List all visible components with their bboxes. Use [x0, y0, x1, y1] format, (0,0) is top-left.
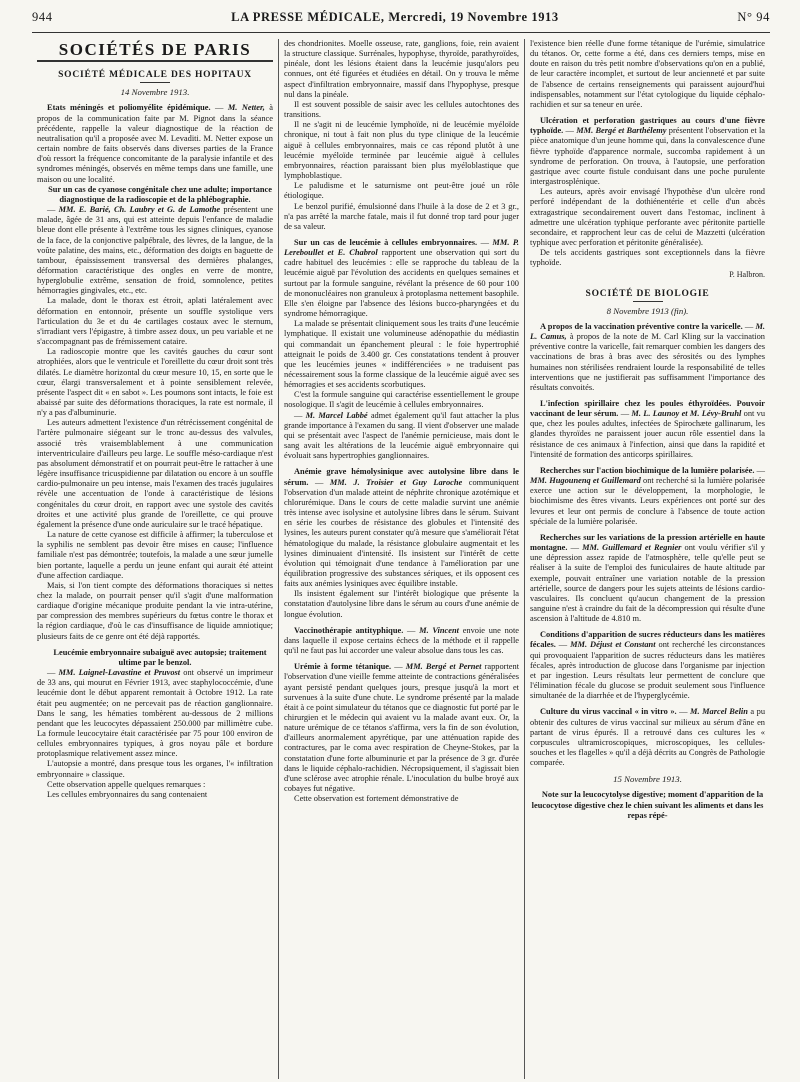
article-paragraph: Vaccinothérapie antityphique. — M. Vincent envoie une note dans laquelle il expose certains échecs de la méthode et il rappelle qu'il ne faut pas lui accorder une valeur absolue dans tous les cas.	[284, 625, 519, 656]
issue-number: N° 94	[737, 10, 770, 24]
column-3	[524, 39, 770, 1079]
article-paragraph: Les cellules embryonnaires du sang contenaient	[47, 789, 208, 799]
article-paragraph: Les auteurs admettent l'existence d'un rétrécissement congénital de l'artère pulmonaire siégeant sur le tronc au-dessus des valvules, associé très vraisemblablement à une communication interventriculaire d'ailleurs peu large. Le souffle méso-cardiaque n'est pas absolument démonstratif et on pourrait peut-être le rattacher à une légère insuffisance tricuspidienne par dilatation ou encore à un souffle cardio-pulmonaire un peu intense, mais l'examen des tracés jugulaires révèle une accentuation de l'onde à caractéristique de lésions congénitales du cœur droit, en rapport avec une systole des cavités droites et une activité plus grande de l'oreillette, ce qui prouve également la présence d'une onde auriculaire sur le tracé hépatique.	[37, 418, 273, 529]
session-date: 14 Novembre 1913.	[120, 87, 190, 98]
society-heading: SOCIÉTÉ MÉDICALE DES HOPITAUX	[58, 70, 252, 81]
article-paragraph: Mais, si l'on tient compte des déformations thoraciques si nettes chez la malade, on pourrait penser qu'il s'agit d'une malformation cardiaque d'origine mécanique produite pendant la vie intra-utérine, par compression des membres supérieurs du fœtus contre le thorax et la région cardiaque, d'où le cas d'insuffisance de liquide amniotique; plusieurs faits de ce genre ont été déjà rapportés.	[37, 580, 273, 641]
article-paragraph: des chondrionites. Moelle osseuse, rate, ganglions, foie, rein avaient la structure classique. Surrénales, hypophyse, thyroïde, parathyroïdes, pinéale, dont les lésions étaient dans la leucémie jusqu'alors peu connues, ont été figurées et étudiées en détail. On y trouva le même aspect d'infiltration embryonnaire, massif dans l'hypophyse, presque nul dans la pinéale.	[284, 39, 519, 99]
article-title: Leucémie embryonnaire subaiguë avec autopsie; traitement ultime par le benzol.	[53, 647, 267, 667]
article-title: Sur un cas de cyanose congénitale chez une adulte; importance diagnostique de la radioscopie et de la phlébographie.	[48, 184, 272, 204]
article-paragraph: La nature de cette cyanose est difficile à affirmer; la tuberculose et la syphilis ne semblent pas devoir être mises en cause; l'influence familiale n'est pas démontrée; toutefois, la malade a une sœur jumelle bien portante, laquelle a perdu un jeune enfant qui aurait été atteint d'une affection cardiaque.	[37, 530, 273, 580]
article-paragraph: — MM. Laignel-Lavastine et Pruvost ont observé un imprimeur de 33 ans, qui mourut en Février 1913, avec staphylococcémie, d'une leucémie dont le début apparent remontait à Octobre 1912. La rate était peu augmentée; on ne percevait pas de réaction ganglionnaire. Dans le sang, les hématies tombèrent au-dessous de 2 millions pendant que les leucocytes dépassaient 250.000 par millimètre cube. La formule leucocytaire était caractérisée par 75 pour 100 environ de cellules embryonnaires typiques, à gros noyau pâle et bordure protoplasmique relativement assez mince.	[37, 668, 274, 759]
column-1	[32, 39, 278, 1079]
journal-title: LA PRESSE MÉDICALE, Mercredi, 19 Novembre 1913	[231, 10, 559, 24]
page-header	[32, 10, 770, 33]
article-paragraph: A propos de la vaccination préventive contre la varicelle. — M. L. Camus, à propos de la note de M. Carl Kling sur la vaccination préventive contre la varicelle, fait remarquer combien les dangers des vaccinations de bras à bras avec des sérosités ou des lymphes humaines non stérilisées rendraient lourde la responsabilité de telles interventions que ne justifierait pas suffisamment l'importance des résultats convoités.	[530, 321, 766, 392]
article-title: Note sur la leucocytolyse digestive; moment d'apparition de la leucocytose digestive chez le chien suivant les aliments et dans les repas répé-	[531, 790, 764, 820]
article-paragraph: La malade, dont le thorax est étroit, aplati latéralement avec déformation en entonnoir, présente un souffle systolique vers l'articulation du 3e et du 4e cartilages costaux avec le sternum, s'irradiant vers l'épigastre, à timbre assez doux, un peu variable et ne s'accompagnant pas de frémissement cataire.	[37, 296, 273, 347]
article-paragraph: Cette observation appelle quelques remarques :	[47, 779, 206, 789]
session-date: 8 Novembre 1913 (fin).	[606, 305, 689, 316]
session-date: 15 Novembre 1913.	[613, 774, 682, 785]
article-paragraph: Il est souvent possible de saisir avec les cellules autochtones des transitions.	[284, 99, 519, 120]
article-paragraph: Il ne s'agit ni de leucémie lymphoïde, ni de leucémie myéloïde chronique, ni tout à fait non plus du type clinique de la leucémie aiguë à cellules embryonnaires, mais ce cas répond plutôt à une leucémie myéloïde terminée par leucémie aiguë à cellules embryonnaires, réaction paraissant bien plus myéloblastique que lymphoblastique.	[284, 120, 519, 181]
article-paragraph: l'existence bien réelle d'une forme tétanique de l'urémie, simulatrice du tétanos. Or, cette forme a été, dans ces derniers temps, mise en doute en raison du très petit nombre d'observations qu'on en a publié, de leur caractère incomplet, et surtout de leur ancienneté et par suite de l'absence de certains renseignements qui paraissent aujourd'hui indispensables, notamment sur l'état cytologique du liquide céphalo-rachidien et sur sa teneur en urée.	[530, 39, 765, 109]
society-heading: SOCIÉTÉ DE BIOLOGIE	[585, 288, 710, 299]
article-paragraph: La radioscopie montre que les cavités gauches du cœur sont atrophiées, alors que le ventricule et l'oreillette du cœur droit sont très dilatés. Le diamètre horizontal du cœur mesure 10, 15, en sorte que le cœur, élargi transversalement et à pointe sensiblement relevée, présente l'aspect dit « en sabot ». Les poumons sont intacts, le foie est abaissé par suite des déformations thoraciques, la rate est normale, il n'y a pas d'albuminurie.	[37, 347, 273, 418]
article-paragraph: Anémie grave hémolysinique avec autolysine libre dans le sérum. — MM. J. Troisier et Guy Laroche communiquent l'observation d'un malade atteint de néphrite chronique azotémique et chlorurémique. Dans le cours de cette maladie survint une anémie très intense avec isolysine et autolysine libres dans le sérum. Suivant en série les courbes de résistance des globules et l'intensité des lysines, les auteurs purent constater qu'à mesure que s'améliorait l'état hématologique du malade, la résistance globulaire augmentait et les lysines diminuaient d'intensité. Ils insistent sur l'intérêt de cette évolution qui témoignait d'une tendance à l'amélioration par une équilibration progressive des substances sériques, et ils opposent ces faits aux anémies lysiniques avec équilibre instable.	[284, 467, 520, 589]
article-paragraph: L'autopsie a montré, dans presque tous les organes, l'« infiltration embryonnaire » classique.	[37, 759, 273, 779]
article-paragraph: Etats méningés et poliomyélite épidémique. — M. Netter, à propos de la communication faite par M. Pignot dans la séance précédente, rappelle la valeur diagnostique de la réaction de neutralisation qu'il a proposée avec M. Levaditi. M. Netter expose un certain nombre de faits observés dans diverses parties de la France d'où ressort la fréquence concomitante de la paralysie infantile et des syndromes méningés, observés en même temps dans une famille, une maison ou une localité.	[37, 103, 274, 184]
article-paragraph: De tels accidents gastriques sont exceptionnels dans la fièvre typhoïde.	[530, 248, 765, 268]
article-paragraph: — M. Marcel Labbé admet également qu'il faut attacher la plus grande importance à l'examen du sang. Il vient d'observer une malade qui se présentait avec l'aspect de l'anémie pernicieuse, mais dont le sang avait les altérations de la leucémie aiguë embryonnaire qui évoluait sans hypertrophies ganglionnaires.	[284, 410, 520, 461]
article-paragraph: Les auteurs, après avoir envisagé l'hypothèse d'un ulcère rond perforé indépendant de la dothiénentérie et celle d'un abcès extragastrique secondairement ouvert dans l'estomac, inclinent à admettre une ulcération typhique perforante avec péritonite partielle secondaire, et rapprochent leur cas de celui de Mazzetti (ulcération typhique avec perforation et péritonite généralisée).	[530, 187, 765, 247]
article-paragraph: Recherches sur les variations de la pression artérielle en haute montagne. — MM. Guillemard et Regnier ont voulu vérifier s'il y une dépression assez rapide de l'atmosphère, telle qu'elle peut se réaliser à la suite de l'emploi des funiculaires de haute altitude par exemple, pouvait entraîner une variation notable de la pression artérielle, source de dangers pour les sujets atteints de lésions cardio-vasculaires. Ils concluent qu'aucun changement de la pression sanguine n'est à craindre du fait de la décompression qui résulte d'une ascension à l'altitude de 4.810 m.	[530, 532, 765, 624]
article-paragraph: Recherches sur l'action biochimique de la lumière polarisée. — MM. Hugounenq et Guillemard ont recherché si la lumière polarisée exerce une action sur le développement, la morphologie, le biochimisme des êtres vivants. Leurs expériences ont porté sur des levures et leur ont permis de conclure à l'absence de toute action spéciale de la lumière polarisée.	[530, 465, 766, 526]
article-paragraph: La malade se présentait cliniquement sous les traits d'une leucémie lymphatique. Il existait une volumineuse adénopathie du médiastin qui commandait un épanchement pleural : le foie hypertrophié atteignait le poids de 3.400 gr. Ces constatations tendent à prouver que les leucémies jeunes « indifférenciées » ne traduisent pas nécessairement sous la forme classique de la leucémie aiguë avec ses hémorragies et ses accidents scorbutiques.	[284, 319, 519, 390]
column-2	[278, 39, 524, 1079]
article-paragraph: Sur un cas de leucémie à cellules embryonnaires. — MM. P. Lereboullet et E. Chabrol rapportent une observation qui sort du cadre habituel des leucémies : elle se rapproche du tableau de la leucémie aiguë par l'évolution des accidents en quelques semaines et surtout par la formule sanguine, révélant la présence de 60 pour 100 de mononucléaires non granuleux à protoplasma nettement basophile. Elle s'en éloigne par l'absence des lésions bucco-pharyngées et du syndrome hémorragique.	[284, 237, 520, 319]
divider	[140, 82, 170, 83]
section-banner: SOCIÉTÉS DE PARIS	[37, 39, 273, 62]
article-paragraph: Ils insistent également sur l'intérêt biologique que présente la constatation d'autolysine libre dans le sérum au cours d'une anémie de longue évolution.	[284, 589, 519, 619]
signature: P. Halbron.	[729, 270, 765, 280]
article-paragraph: Culture du virus vaccinal « in vitro ». — M. Marcel Belin a pu obtenir des cultures de virus vaccinal sur milieux au sérum d'âne en partant de virus épurés. Il a retrouvé dans ces cultures les « corpuscules ultramicroscopiques, microscopiques, les cellules-souches et les flagelles » qu'il a déjà décrits au Congrès de Pathologie comparée.	[530, 707, 766, 768]
article-paragraph: Urémie à forme tétanique. — MM. Bergé et Pernet rapportent l'observation d'une vieille femme atteinte de contractions généralisées ayant persisté pendant quelques jours, presque jusqu'à la mort et survenues à la suite d'une chute. Le syndrome présenté par la malade était à ce point simulateur du tétanos que ce diagnostic fut porté par le chirurgien et le médecin qui avaient vu la malade avant eux. Or, la nature urémique de ce tétanos s'affirma, vers la fin de son évolution, d'ailleurs anormalement apyrétique, par une atténuation rapide des contractures, par le coma avec respiration de Cheyne-Stokes, par la constatation d'une forte albuminurie et par la présence de 3 gr. d'urée dans le liquide céphalo-rachidien. Nécropsiquement, il s'agissait bien d'une sclérose avec atrophie rénale. L'inoculation du bulbe broyé aux cobayes fut négative.	[284, 662, 520, 794]
article-paragraph: L'infection spirillaire chez les poules éthyroïdées. Pouvoir vaccinant de leur sérum. — M. L. Launoy et M. Lévy-Bruhl ont vu que, chez les poules adultes, infectées de Spirochæte gallinarum, les glandes thyroïdes ne paraissent jouer aucun rôle essentiel dans la résistance de ces animaux à l'infection, ainsi que dans la rapidité et l'intensité de formation des anticorps spirillaires.	[530, 399, 766, 459]
article-paragraph: Ulcération et perforation gastriques au cours d'une fièvre typhoïde. — MM. Bergé et Barthélemy présentent l'observation et la pièce anatomique d'un jeune homme qui, dans la convalescence d'une fièvre typhoïde d'apparence normale, succomba rapidement à un syndrome de perforation. On trouva, à l'autopsie, une perforation gastrique avec courte fistule conduisant dans une poche purulente intergastrosplénique.	[530, 116, 766, 187]
article-paragraph: Le benzol purifié, émulsionné dans l'huile à la dose de 2 et 3 gr., n'a pas arrêté la marche fatale, mais il fut donné trop tard pour juger de sa valeur.	[284, 201, 519, 231]
page-number: 944	[32, 10, 53, 24]
article-paragraph: Le paludisme et le saturnisme ont peut-être joué un rôle étiologique.	[284, 181, 519, 201]
divider	[633, 301, 663, 302]
article-paragraph: — MM. E. Barié, Ch. Laubry et G. de Lamothe présentent une malade, âgée de 31 ans, qui est atteinte depuis l'enfance de maladie bleue dont elle présente à l'extrême tous les signes cliniques, cyanose de la face, de la conjonctive palpébrale, des lèvres, de la langue, de la voûte palatine, des mains, etc., déformation des doigts en baguette de tambour, épaississement transversal des dernières phalanges, déformation caractéristique des ongles en verre de montre, hyperglobulie extrême, sensation de froid, somnolence, petites hémorragies gingivales, etc., etc.	[37, 205, 274, 296]
article-paragraph: Cette observation est fortement démonstrative de	[294, 794, 459, 804]
article-paragraph: C'est la formule sanguine qui caractérise essentiellement le groupe nosologique. Il s'agit de leucémie à cellules embryonnaires.	[284, 390, 519, 410]
article-paragraph: Conditions d'apparition de sucres réducteurs dans les matières fécales. — MM. Déjust et Constant ont recherché les circonstances qui provoquaient l'apparition de sucres réducteurs dans les matières fécales, après introduction de glucose dans l'organisme par injection et par ingestion. Leurs résultats leur permettent de conclure que l'élimination fécale du glucose se produit seulement sous l'influence simultanée de la diarrhée et de l'hyperglycémie.	[530, 630, 766, 701]
columns	[32, 39, 770, 1079]
